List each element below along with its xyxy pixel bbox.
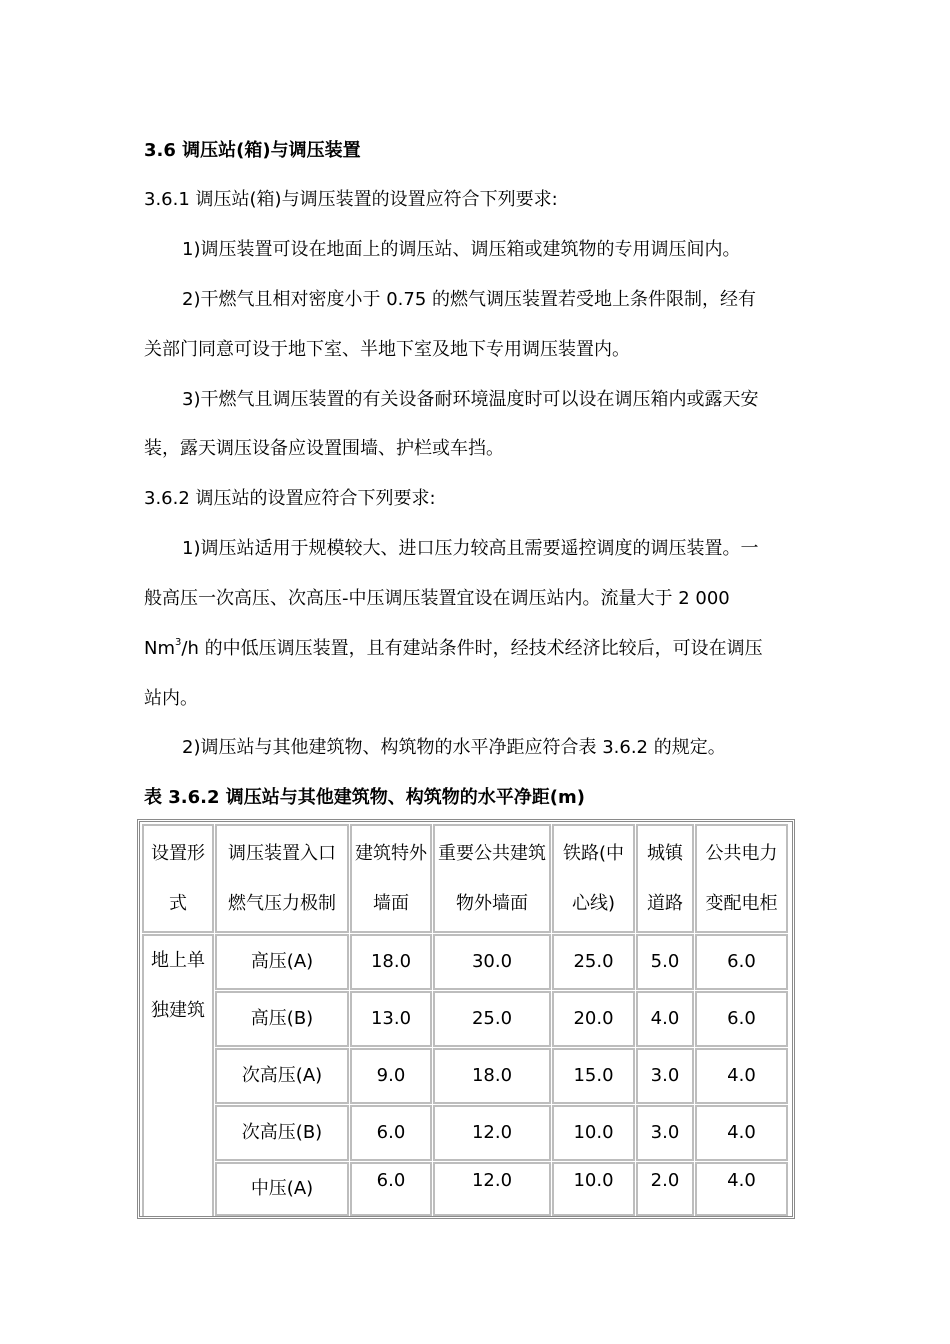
header-text: 设置形 xyxy=(151,842,205,864)
header-cell xyxy=(142,824,214,933)
item-3-6-2-1-line2: 般高压一次高压、次高压-中压调压装置宜设在调压站内。流量大于 2 000 xyxy=(144,588,730,609)
header-text: 心线) xyxy=(571,892,616,914)
header-cell xyxy=(350,824,432,933)
header-text: 铁路(中 xyxy=(562,842,625,864)
unit-superscript: 3 xyxy=(175,637,182,648)
clause-3-6-1: 3.6.1 调压站(箱)与调压装置的设置应符合下列要求: xyxy=(144,189,558,210)
item-3-6-1-3-line2: 装，露天调压设备应设置围墙、护栏或车挡。 xyxy=(144,438,504,459)
table-cell: 6.0 xyxy=(695,934,788,990)
header-text: 燃气压力极制 xyxy=(228,892,336,914)
table-cell: 20.0 xyxy=(552,991,635,1047)
unit-nm: Nm xyxy=(144,638,175,659)
header-text: 重要公共建筑 xyxy=(438,842,546,864)
table-caption: 表 3.6.2 调压站与其他建筑物、构筑物的水平净距(m) xyxy=(144,787,585,808)
header-cell xyxy=(552,824,635,933)
header-text: 城镇 xyxy=(647,842,683,864)
group-label-text: 独建筑 xyxy=(151,1000,205,1021)
item-3-6-1-3-line1: 3)干燃气且调压装置的有关设备耐环境温度时可以设在调压箱内或露天安 xyxy=(182,389,759,410)
item-3-6-2-1-line4: 站内。 xyxy=(144,688,198,709)
header-cell xyxy=(433,824,551,933)
table-cell: 4.0 xyxy=(636,991,694,1047)
item-3-6-2-1-line1: 1)调压站适用于规模较大、进口压力较高且需要遥控调度的调压装置。一 xyxy=(182,538,759,559)
table-cell: 3.0 xyxy=(636,1105,694,1161)
table-cell: 高压(B) xyxy=(215,991,349,1047)
header-text: 道路 xyxy=(647,892,683,914)
table-cell: 10.0 xyxy=(552,1162,635,1216)
table-cell: 4.0 xyxy=(695,1105,788,1161)
item-3-6-1-2-line2: 关部门同意可设于地下室、半地下室及地下专用调压装置内。 xyxy=(144,339,630,360)
table-cell: 2.0 xyxy=(636,1162,694,1216)
header-text: 物外墙面 xyxy=(456,892,528,914)
item-3-6-2-2: 2)调压站与其他建筑物、构筑物的水平净距应符合表 3.6.2 的规定。 xyxy=(182,737,726,758)
table-cell: 次高压(B) xyxy=(215,1105,349,1161)
item-3-6-1-1: 1)调压装置可设在地面上的调压站、调压箱或建筑物的专用调压间内。 xyxy=(182,239,741,260)
table-cell: 5.0 xyxy=(636,934,694,990)
table-cell: 中压(A) xyxy=(215,1162,349,1216)
header-text: 公共电力 xyxy=(705,842,778,864)
table-cell: 12.0 xyxy=(433,1162,551,1216)
item-3-6-1-2-line1: 2)干燃气且相对密度小于 0.75 的燃气调压装置若受地上条件限制，经有 xyxy=(182,289,756,310)
table-cell: 18.0 xyxy=(433,1048,551,1104)
section-title: 3.6 调压站(箱)与调压装置 xyxy=(144,140,361,161)
table-cell: 次高压(A) xyxy=(215,1048,349,1104)
header-text: 变配电柜 xyxy=(705,892,778,914)
header-cell xyxy=(636,824,694,933)
item-3-6-2-1-line3-text: /h 的中低压调压装置，且有建站条件时，经技术经济比较后，可设在调压 xyxy=(181,638,763,659)
table-cell: 15.0 xyxy=(552,1048,635,1104)
table-cell: 3.0 xyxy=(636,1048,694,1104)
table-cell: 25.0 xyxy=(433,991,551,1047)
group-label-cell xyxy=(142,934,214,1216)
header-text: 调压装置入口 xyxy=(228,842,336,864)
header-text: 建筑特外 xyxy=(355,842,427,864)
table-cell: 4.0 xyxy=(695,1162,788,1216)
table-cell: 25.0 xyxy=(552,934,635,990)
item-3-6-2-1-line3 xyxy=(144,638,763,660)
header-cell xyxy=(695,824,788,933)
table-cell: 高压(A) xyxy=(215,934,349,990)
distance-table xyxy=(137,819,795,1219)
header-cell xyxy=(215,824,349,933)
table-cell: 6.0 xyxy=(350,1162,432,1216)
table-cell: 4.0 xyxy=(695,1048,788,1104)
table-cell: 9.0 xyxy=(350,1048,432,1104)
group-label-text: 地上单 xyxy=(151,950,205,971)
table-cell: 6.0 xyxy=(695,991,788,1047)
table-cell: 10.0 xyxy=(552,1105,635,1161)
header-text: 墙面 xyxy=(373,892,409,914)
header-text: 式 xyxy=(169,892,187,914)
table-cell: 6.0 xyxy=(350,1105,432,1161)
table-cell: 18.0 xyxy=(350,934,432,990)
table-cell: 13.0 xyxy=(350,991,432,1047)
table-cell: 12.0 xyxy=(433,1105,551,1161)
clause-3-6-2: 3.6.2 调压站的设置应符合下列要求: xyxy=(144,488,436,509)
table-cell: 30.0 xyxy=(433,934,551,990)
